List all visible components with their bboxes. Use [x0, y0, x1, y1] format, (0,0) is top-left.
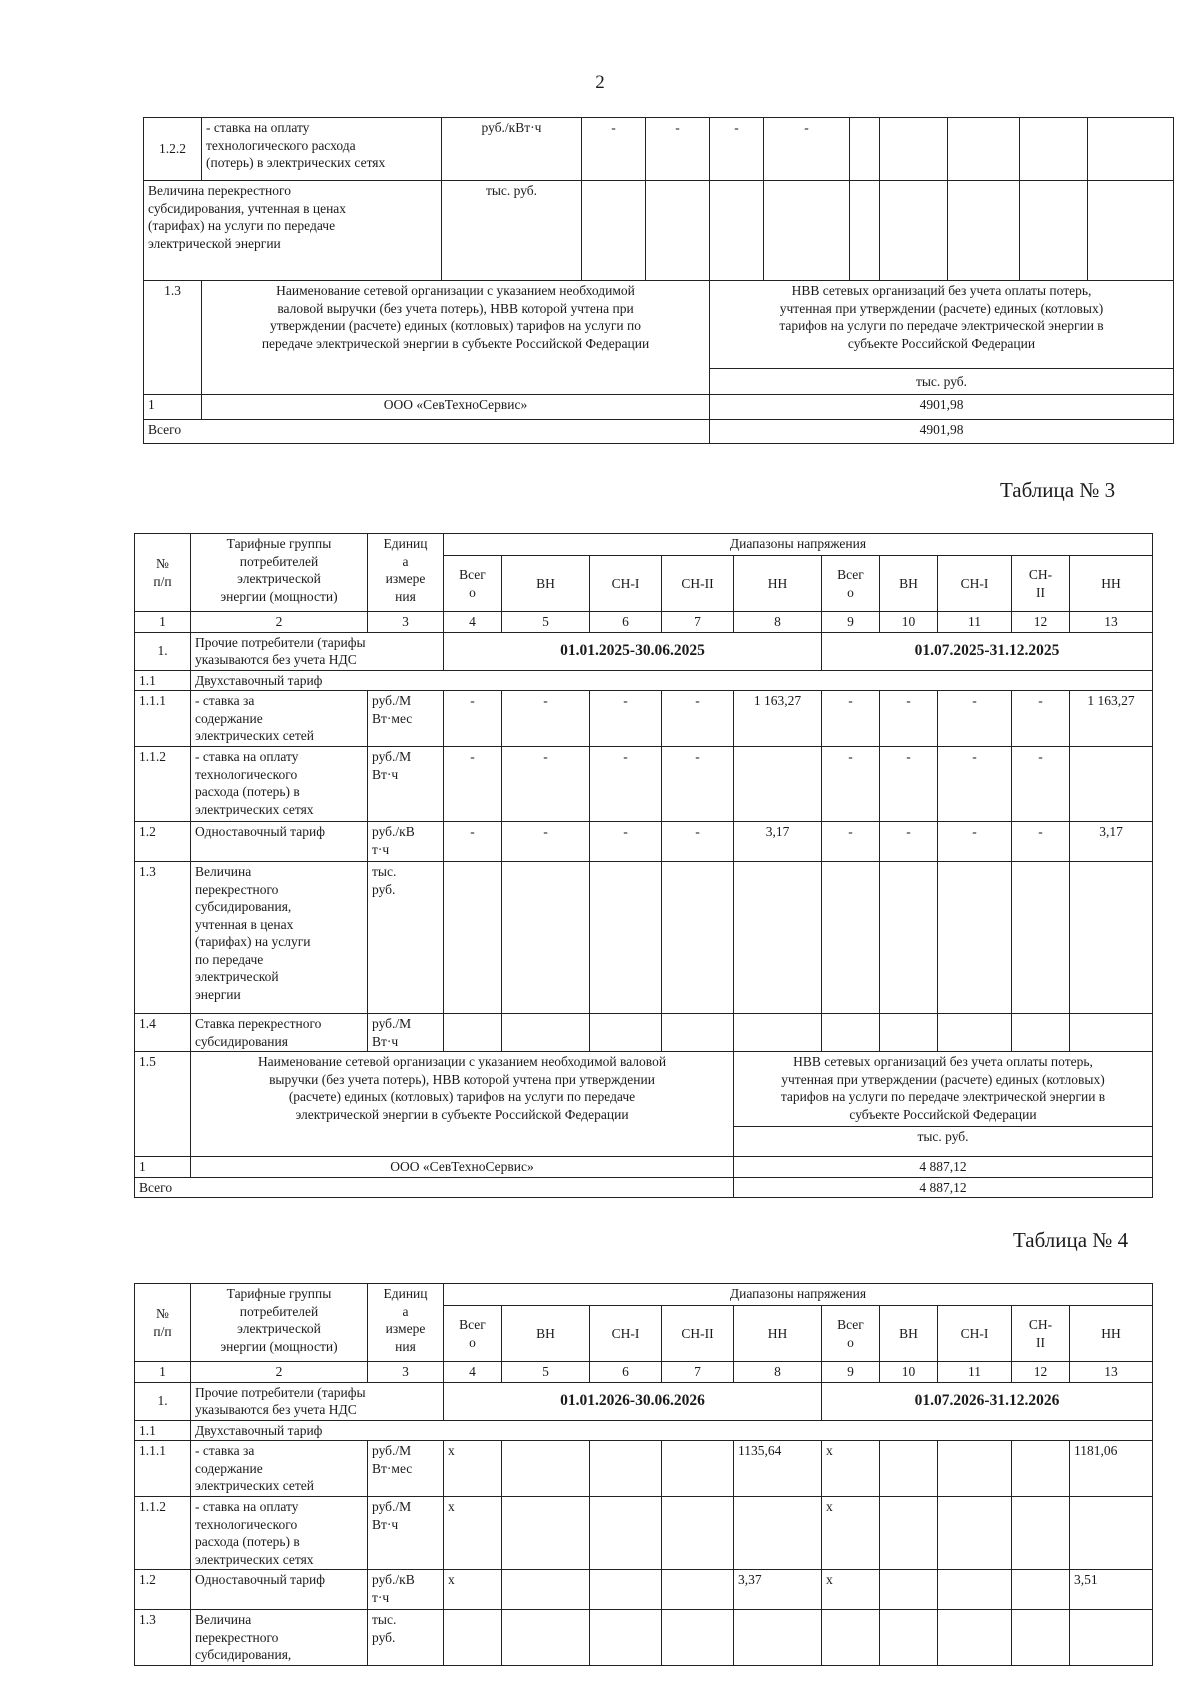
col-number: 12 — [1012, 612, 1070, 633]
cell-value: 1181,06 — [1070, 1441, 1153, 1497]
org-name: ООО «СевТехноСервис» — [191, 1157, 734, 1178]
cell-value: - — [502, 691, 590, 747]
col-number: 11 — [938, 1362, 1012, 1383]
col-number: 1 — [135, 1362, 191, 1383]
row-unit: руб./М Вт·мес — [368, 691, 444, 747]
cell-value: 1 163,27 — [1070, 691, 1153, 747]
table-row — [144, 395, 1174, 420]
cell-value: 3,17 — [1070, 822, 1153, 862]
table-title: Таблица № 3 — [1000, 478, 1116, 502]
row-unit: руб./М Вт·ч — [368, 747, 444, 822]
cell-value: 1 163,27 — [734, 691, 822, 747]
col-number: 2 — [191, 1362, 368, 1383]
row-unit: руб./М Вт·ч — [368, 1497, 444, 1570]
header-col: СН-I — [938, 1306, 1012, 1362]
cell-value: - — [590, 822, 662, 862]
header-groups: Тарифные группы потребителей электрической энергии (мощности) — [191, 534, 368, 612]
row-number: 1 — [144, 395, 202, 420]
cell-value — [502, 1497, 590, 1570]
header-unit: Единиц а измере ния — [368, 534, 444, 612]
cell-value — [1070, 747, 1153, 822]
col-number: 6 — [590, 612, 662, 633]
total-value: 4901,98 — [710, 420, 1174, 444]
column-number-row — [135, 1362, 1153, 1383]
header-col: СН-I — [938, 556, 1012, 612]
cell-value: - — [444, 822, 502, 862]
row-unit: руб./М Вт·ч — [368, 1014, 444, 1052]
cell-value: - — [822, 691, 880, 747]
cell-value: x — [444, 1497, 502, 1570]
cell-value — [662, 1570, 734, 1610]
cell-value: x — [444, 1441, 502, 1497]
cell-value: - — [822, 747, 880, 822]
cell-value: - — [710, 118, 764, 181]
table-row — [144, 181, 1174, 281]
row-name: Ставка перекрестного субсидирования — [191, 1014, 368, 1052]
org-name: ООО «СевТехноСервис» — [202, 395, 710, 420]
cell-value: - — [582, 118, 646, 181]
period-first-half: 01.01.2026-30.06.2026 — [444, 1382, 822, 1420]
cell-value: 3,17 — [734, 822, 822, 862]
nvv-description: НВВ сетевых организаций без учета оплаты потерь, учтенная при утверждении (расчете) единых (котловых) тарифов на услуги по передаче электрической энергии в субъекте Российской Федерации — [734, 1052, 1153, 1127]
cell-value: - — [822, 822, 880, 862]
cell-value — [590, 1441, 662, 1497]
row-number: 1. — [135, 632, 191, 670]
cell-value: - — [880, 822, 938, 862]
table-row — [135, 1420, 1153, 1441]
col-number: 10 — [880, 612, 938, 633]
row-number: 1 — [135, 1157, 191, 1178]
table-row — [135, 1382, 1153, 1420]
row-name: - ставка за содержание электрических сетей — [191, 1441, 368, 1497]
cell-value — [590, 1570, 662, 1610]
cell-value — [590, 1497, 662, 1570]
col-number: 7 — [662, 1362, 734, 1383]
org-description: Наименование сетевой организации с указанием необходимой валовой выручки (без учета потерь), НВВ которой учтена при утверждении (расчете) единых (котловых) тарифов на услуги по передаче электрической энергии в субъекте Российской Федерации — [191, 1052, 734, 1157]
row-number: 1.2 — [135, 822, 191, 862]
row-number: 1.3 — [144, 281, 202, 395]
table-header-row — [135, 534, 1153, 556]
col-number: 5 — [502, 612, 590, 633]
col-number: 9 — [822, 1362, 880, 1383]
col-number: 13 — [1070, 1362, 1153, 1383]
row-number: 1.1 — [135, 670, 191, 691]
cell-value: - — [662, 747, 734, 822]
header-col: Всег о — [444, 1306, 502, 1362]
tariff-table-continued — [143, 117, 1174, 444]
row-name: Прочие потребители (тарифы указываются без учета НДС — [191, 632, 444, 670]
cell-value: - — [502, 822, 590, 862]
col-number: 12 — [1012, 1362, 1070, 1383]
row-name: Величина перекрестного субсидирования, учтенная в ценах (тарифах) на услуги по передаче электрической энергии — [191, 862, 368, 1014]
org-description: Наименование сетевой организации с указанием необходимой валовой выручки (без учета потерь), НВВ которой учтена при утверждении (расчете) единых (котловых) тарифов на услуги по передаче электрической энергии в субъекте Российской Федерации — [202, 281, 710, 395]
row-number: 1.1 — [135, 1420, 191, 1441]
cell-value: 1135,64 — [734, 1441, 822, 1497]
cell-value — [1012, 1497, 1070, 1570]
header-number: № п/п — [135, 1284, 191, 1362]
row-number: 1. — [135, 1382, 191, 1420]
org-value: 4901,98 — [710, 395, 1174, 420]
row-number: 1.1.2 — [135, 747, 191, 822]
header-voltage-ranges: Диапазоны напряжения — [444, 534, 1153, 556]
table-row — [135, 1441, 1153, 1497]
cell-value: x — [444, 1570, 502, 1610]
row-number: 1.3 — [135, 862, 191, 1014]
col-number: 2 — [191, 612, 368, 633]
cell-value — [502, 1441, 590, 1497]
header-groups: Тарифные группы потребителей электрической энергии (мощности) — [191, 1284, 368, 1362]
col-number: 5 — [502, 1362, 590, 1383]
total-label: Всего — [135, 1177, 734, 1198]
header-col: СН-I — [590, 556, 662, 612]
row-number: 1.3 — [135, 1610, 191, 1666]
cell-value: - — [938, 747, 1012, 822]
cell-value — [1012, 1441, 1070, 1497]
col-number: 8 — [734, 1362, 822, 1383]
header-col: СН-I — [590, 1306, 662, 1362]
period-first-half: 01.01.2025-30.06.2025 — [444, 632, 822, 670]
cell-value: - — [662, 822, 734, 862]
row-unit: тыс. руб. — [442, 181, 582, 281]
header-col: ВН — [880, 1306, 938, 1362]
table-row — [144, 118, 1174, 181]
row-unit: руб./кВт·ч — [442, 118, 582, 181]
cell-value: - — [1012, 691, 1070, 747]
row-number: 1.5 — [135, 1052, 191, 1157]
cell-value: - — [646, 118, 710, 181]
nvv-description: НВВ сетевых организаций без учета оплаты потерь, учтенная при утверждении (расчете) единых (котловых) тарифов на услуги по передаче электрической энергии в субъекте Российской Федерации — [710, 281, 1174, 369]
header-col: СН- II — [1012, 1306, 1070, 1362]
cell-value: - — [880, 691, 938, 747]
table-row — [135, 1497, 1153, 1570]
header-col: ВН — [502, 1306, 590, 1362]
cell-value — [502, 1570, 590, 1610]
row-name: Величина перекрестного субсидирования, — [191, 1610, 368, 1666]
cell-value: - — [938, 691, 1012, 747]
row-name: Двухставочный тариф — [191, 1420, 1153, 1441]
col-number: 13 — [1070, 612, 1153, 633]
header-col: СН- II — [1012, 556, 1070, 612]
cell-value: - — [590, 747, 662, 822]
header-col: СН-II — [662, 556, 734, 612]
col-number: 3 — [368, 612, 444, 633]
cell-value: 3,51 — [1070, 1570, 1153, 1610]
table-row — [135, 1570, 1153, 1610]
header-col: НН — [1070, 556, 1153, 612]
cell-value: - — [1012, 822, 1070, 862]
cell-value: - — [502, 747, 590, 822]
col-number: 3 — [368, 1362, 444, 1383]
header-col: НН — [734, 1306, 822, 1362]
table-row — [135, 747, 1153, 822]
cell-value — [1070, 1497, 1153, 1570]
cell-value — [734, 1497, 822, 1570]
table-row — [135, 1014, 1153, 1052]
table-row — [135, 632, 1153, 670]
cell-value: - — [662, 691, 734, 747]
row-name: Прочие потребители (тарифы указываются без учета НДС — [191, 1382, 444, 1420]
nvv-unit: тыс. руб. — [710, 369, 1174, 395]
cell-value — [938, 1441, 1012, 1497]
table-row — [135, 1177, 1153, 1198]
row-name: - ставка на оплату технологического расхода (потерь) в электрических сетях — [202, 118, 442, 181]
table-row — [144, 420, 1174, 444]
table-row — [135, 691, 1153, 747]
col-number: 1 — [135, 612, 191, 633]
cell-value: x — [822, 1570, 880, 1610]
col-number: 4 — [444, 612, 502, 633]
cell-value — [1012, 1570, 1070, 1610]
table-row — [135, 1052, 1153, 1127]
table-row — [135, 822, 1153, 862]
cell-value: 3,37 — [734, 1570, 822, 1610]
cell-value — [880, 1441, 938, 1497]
tariff-table-4 — [134, 1283, 1153, 1666]
row-number: 1.2.2 — [144, 118, 202, 181]
cell-value: x — [822, 1497, 880, 1570]
cell-value: - — [1012, 747, 1070, 822]
tariff-table-3 — [134, 533, 1153, 1198]
table-header-row — [135, 1284, 1153, 1306]
page-number: 2 — [595, 72, 605, 93]
col-number: 9 — [822, 612, 880, 633]
cell-value — [938, 1570, 1012, 1610]
header-col: НН — [734, 556, 822, 612]
row-unit: тыс. руб. — [368, 862, 444, 1014]
column-number-row — [135, 612, 1153, 633]
header-col: СН-II — [662, 1306, 734, 1362]
org-value: 4 887,12 — [734, 1157, 1153, 1178]
col-number: 8 — [734, 612, 822, 633]
row-name: Величина перекрестного субсидирования, учтенная в ценах (тарифах) на услуги по передаче электрической энергии — [144, 181, 442, 281]
cell-value — [880, 1497, 938, 1570]
cell-value: - — [938, 822, 1012, 862]
row-unit: руб./М Вт·мес — [368, 1441, 444, 1497]
header-col: Всег о — [822, 1306, 880, 1362]
col-number: 10 — [880, 1362, 938, 1383]
cell-value: - — [444, 747, 502, 822]
cell-value — [662, 1497, 734, 1570]
header-number: № п/п — [135, 534, 191, 612]
header-col: НН — [1070, 1306, 1153, 1362]
period-second-half: 01.07.2026-31.12.2026 — [822, 1382, 1153, 1420]
row-name: Одноставочный тариф — [191, 822, 368, 862]
row-name: - ставка за содержание электрических сетей — [191, 691, 368, 747]
row-name: - ставка на оплату технологического расхода (потерь) в электрических сетях — [191, 1497, 368, 1570]
header-col: Всег о — [822, 556, 880, 612]
table-row — [135, 1157, 1153, 1178]
col-number: 4 — [444, 1362, 502, 1383]
header-col: Всег о — [444, 556, 502, 612]
cell-value: - — [764, 118, 850, 181]
cell-value — [880, 1570, 938, 1610]
table-row — [135, 670, 1153, 691]
row-unit: тыс. руб. — [368, 1610, 444, 1666]
table-row — [135, 1610, 1153, 1666]
cell-value: - — [444, 691, 502, 747]
cell-value — [734, 747, 822, 822]
row-unit: руб./кВ т·ч — [368, 822, 444, 862]
total-label: Всего — [144, 420, 710, 444]
header-col: ВН — [502, 556, 590, 612]
cell-value — [938, 1497, 1012, 1570]
col-number: 6 — [590, 1362, 662, 1383]
row-number: 1.1.1 — [135, 691, 191, 747]
row-name: - ставка на оплату технологического расхода (потерь) в электрических сетях — [191, 747, 368, 822]
row-number: 1.2 — [135, 1570, 191, 1610]
col-number: 7 — [662, 612, 734, 633]
row-number: 1.1.2 — [135, 1497, 191, 1570]
cell-value: - — [590, 691, 662, 747]
row-name: Одноставочный тариф — [191, 1570, 368, 1610]
row-unit: руб./кВ т·ч — [368, 1570, 444, 1610]
header-voltage-ranges: Диапазоны напряжения — [444, 1284, 1153, 1306]
cell-value: - — [880, 747, 938, 822]
row-number: 1.1.1 — [135, 1441, 191, 1497]
table-row — [144, 281, 1174, 369]
row-number: 1.4 — [135, 1014, 191, 1052]
table-row — [135, 862, 1153, 1014]
period-second-half: 01.07.2025-31.12.2025 — [822, 632, 1153, 670]
row-name: Двухставочный тариф — [191, 670, 1153, 691]
header-col: ВН — [880, 556, 938, 612]
cell-value — [662, 1441, 734, 1497]
header-unit: Единиц а измере ния — [368, 1284, 444, 1362]
col-number: 11 — [938, 612, 1012, 633]
table-title: Таблица № 4 — [1013, 1228, 1129, 1252]
cell-value: x — [822, 1441, 880, 1497]
nvv-unit: тыс. руб. — [734, 1127, 1153, 1157]
total-value: 4 887,12 — [734, 1177, 1153, 1198]
